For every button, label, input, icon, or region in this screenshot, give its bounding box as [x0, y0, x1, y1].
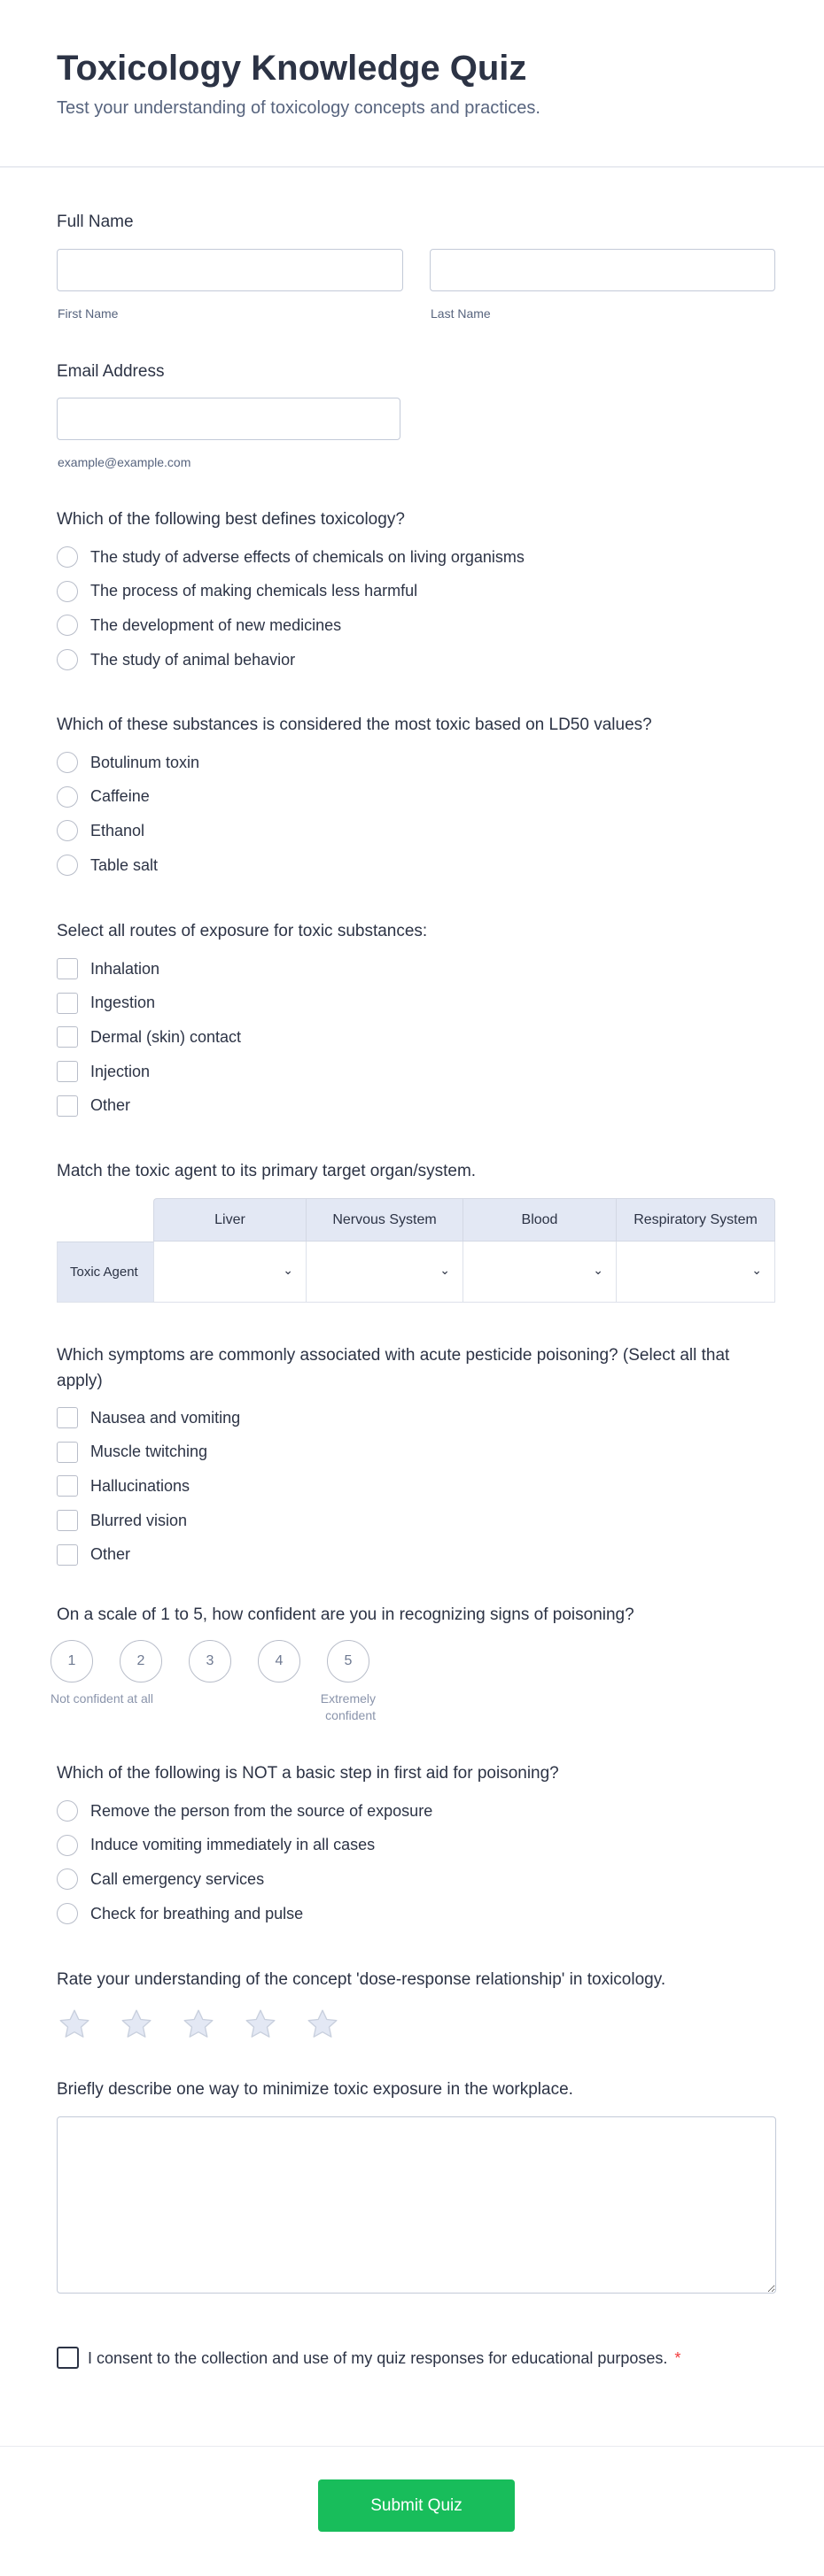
matrix-column-header: Liver: [153, 1198, 306, 1242]
option-label: Induce vomiting immediately in all cases: [90, 1836, 376, 1854]
question-label: Which of these substances is considered the most toxic based on LD50 values?: [57, 716, 652, 734]
option-label: The study of adverse effects of chemicals on living organisms: [90, 547, 525, 566]
star-icon[interactable]: [181, 2007, 216, 2042]
question-ld50: [57, 713, 776, 882]
radio-option[interactable]: [57, 575, 776, 609]
radio-option[interactable]: [57, 608, 776, 643]
option-label: Blurred vision: [90, 1511, 188, 1529]
workplace-answer-textarea[interactable]: [57, 2116, 776, 2294]
option-label: Ingestion: [90, 994, 156, 1012]
checkbox[interactable]: [57, 1061, 78, 1082]
radio-option[interactable]: [57, 780, 776, 815]
matrix-dropdown[interactable]: [463, 1242, 616, 1303]
radio-option[interactable]: [57, 1862, 776, 1897]
radio-button[interactable]: [57, 786, 78, 808]
checkbox-option[interactable]: [57, 1020, 776, 1055]
scale-option-2[interactable]: 2: [120, 1640, 162, 1683]
full-name-label: Full Name: [57, 213, 134, 231]
matrix-row-header: Toxic Agent: [57, 1242, 153, 1303]
option-label: Botulinum toxin: [90, 753, 200, 771]
question-star-rating: [57, 1968, 776, 2042]
checkbox[interactable]: [57, 1544, 78, 1566]
matrix-corner: [57, 1198, 153, 1242]
option-label: Injection: [90, 1062, 151, 1080]
checkbox[interactable]: [57, 958, 78, 979]
checkbox-option[interactable]: [57, 1537, 776, 1572]
checkbox[interactable]: [57, 1510, 78, 1531]
question-label: Rate your understanding of the concept 'dose-response relationship' in toxicology.: [57, 1970, 666, 1989]
scale-option-3[interactable]: 3: [189, 1640, 231, 1683]
matrix-dropdown[interactable]: [153, 1242, 306, 1303]
option-label: Remove the person from the source of exposure: [90, 1801, 433, 1820]
option-label: The development of new medicines: [90, 615, 342, 634]
question-first-aid: [57, 1761, 776, 1930]
question-confidence-scale: [57, 1603, 776, 1683]
matrix-column-header: Respiratory System: [616, 1198, 775, 1242]
first-name-sublabel: First Name: [58, 306, 119, 321]
question-symptoms: [57, 1342, 776, 1572]
option-label: Caffeine: [90, 787, 150, 806]
question-label: Select all routes of exposure for toxic substances:: [57, 922, 428, 940]
checkbox-option[interactable]: [57, 1469, 776, 1504]
consent-checkbox[interactable]: [57, 2347, 79, 2369]
question-label: Briefly describe one way to minimize toxic exposure in the workplace.: [57, 2080, 573, 2099]
radio-button[interactable]: [57, 1903, 78, 1924]
page-subtitle: Test your understanding of toxicology concepts and practices.: [57, 98, 540, 118]
option-label: Inhalation: [90, 959, 160, 978]
chevron-down-icon: ⌄: [439, 1263, 450, 1277]
radio-option[interactable]: [57, 1829, 776, 1863]
checkbox-option[interactable]: [57, 1088, 776, 1123]
chevron-down-icon: ⌄: [593, 1263, 603, 1277]
option-label: Table salt: [90, 855, 159, 874]
checkbox-option[interactable]: [57, 952, 776, 986]
email-input[interactable]: [57, 398, 400, 440]
star-icon[interactable]: [305, 2007, 340, 2042]
first-name-input[interactable]: [57, 249, 403, 291]
option-label: Hallucinations: [90, 1476, 190, 1495]
question-label: Match the toxic agent to its primary target organ/system.: [57, 1162, 477, 1180]
checkbox-option[interactable]: [57, 1435, 776, 1470]
scale-option-1[interactable]: 1: [51, 1640, 93, 1683]
radio-option[interactable]: [57, 746, 776, 780]
header-divider: [0, 166, 824, 167]
matrix-dropdown[interactable]: [616, 1242, 775, 1303]
star-icon[interactable]: [57, 2007, 92, 2042]
checkbox[interactable]: [57, 1095, 78, 1117]
question-matrix: [57, 1159, 776, 1303]
submit-button[interactable]: Submit Quiz: [318, 2479, 515, 2532]
matrix-table: [57, 1198, 775, 1303]
checkbox-option[interactable]: [57, 1055, 776, 1089]
option-label: Dermal (skin) contact: [90, 1027, 242, 1046]
scale-max-label: Extremely confident: [320, 1691, 376, 1722]
matrix-column-header: Nervous System: [306, 1198, 463, 1242]
radio-button[interactable]: [57, 615, 78, 636]
question-routes: [57, 919, 776, 1123]
radio-button[interactable]: [57, 581, 78, 602]
option-label: The process of making chemicals less harmful: [90, 582, 418, 600]
consent-field: [57, 2346, 730, 2371]
radio-option[interactable]: [57, 540, 776, 575]
checkbox-option[interactable]: [57, 986, 776, 1021]
matrix-column-header: Blood: [463, 1198, 616, 1242]
required-asterisk: *: [674, 2349, 681, 2367]
checkbox[interactable]: [57, 1026, 78, 1048]
checkbox-option[interactable]: [57, 1504, 776, 1538]
radio-option[interactable]: [57, 1794, 776, 1829]
radio-option[interactable]: [57, 643, 776, 677]
page-title: Toxicology Knowledge Quiz: [57, 49, 527, 88]
star-icon[interactable]: [119, 2007, 154, 2042]
option-label: Nausea and vomiting: [90, 1408, 241, 1427]
option-label: Other: [90, 1096, 131, 1115]
checkbox[interactable]: [57, 993, 78, 1014]
chevron-down-icon: ⌄: [283, 1263, 293, 1277]
star-icon[interactable]: [243, 2007, 278, 2042]
radio-button[interactable]: [57, 855, 78, 876]
radio-button[interactable]: [57, 820, 78, 841]
radio-button[interactable]: [57, 1868, 78, 1890]
last-name-input[interactable]: [430, 249, 775, 291]
checkbox-option[interactable]: [57, 1401, 776, 1435]
checkbox[interactable]: [57, 1442, 78, 1463]
option-label: Muscle twitching: [90, 1443, 208, 1461]
email-hint: example@example.com: [58, 455, 191, 469]
option-label: Check for breathing and pulse: [90, 1904, 304, 1922]
question-label: Which symptoms are commonly associated with acute pesticide poisoning? (Select all that apply): [57, 1346, 730, 1390]
option-label: Call emergency services: [90, 1869, 265, 1888]
scale-option-4[interactable]: 4: [258, 1640, 300, 1683]
radio-option[interactable]: [57, 848, 776, 883]
radio-button[interactable]: [57, 546, 78, 568]
checkbox[interactable]: [57, 1407, 78, 1428]
footer-divider: [0, 2446, 824, 2447]
chevron-down-icon: ⌄: [751, 1263, 762, 1277]
option-label: Other: [90, 1545, 131, 1564]
question-label: Which of the following is NOT a basic step in first aid for poisoning?: [57, 1764, 559, 1783]
question-label: On a scale of 1 to 5, how confident are you in recognizing signs of poisoning?: [57, 1605, 634, 1624]
email-label: Email Address: [57, 362, 165, 381]
radio-button[interactable]: [57, 649, 78, 670]
radio-button[interactable]: [57, 752, 78, 773]
last-name-sublabel: Last Name: [431, 306, 491, 321]
scale-option-5[interactable]: 5: [327, 1640, 369, 1683]
consent-label: I consent to the collection and use of my quiz responses for educational purposes.: [88, 2349, 668, 2367]
question-workplace: [57, 2077, 776, 2298]
radio-option[interactable]: [57, 1897, 776, 1931]
question-label: Which of the following best defines toxicology?: [57, 510, 405, 529]
option-label: Ethanol: [90, 821, 145, 839]
question-definition: [57, 507, 776, 677]
scale-min-label: Not confident at all: [51, 1691, 153, 1706]
option-label: The study of animal behavior: [90, 650, 296, 669]
matrix-dropdown[interactable]: [306, 1242, 463, 1303]
radio-button[interactable]: [57, 1835, 78, 1856]
radio-option[interactable]: [57, 814, 776, 848]
checkbox[interactable]: [57, 1475, 78, 1497]
radio-button[interactable]: [57, 1800, 78, 1822]
